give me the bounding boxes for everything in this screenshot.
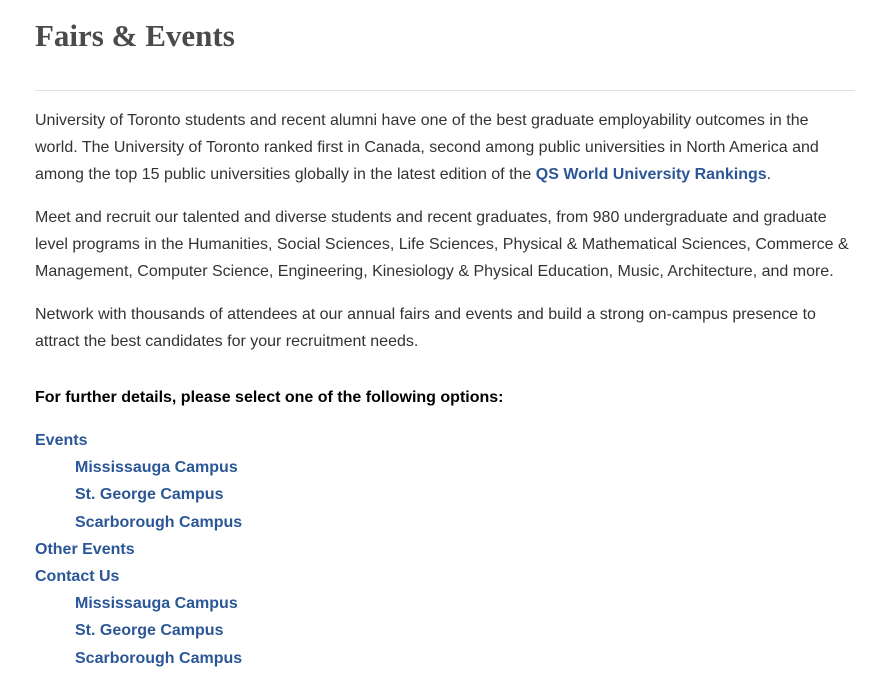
events-campus-item [75,454,855,481]
other-events-link[interactable]: Other Events [35,540,135,558]
options-list [35,427,855,672]
events-campus-item [75,509,855,536]
events-campus-item [75,481,855,508]
events-mississauga-link[interactable]: Mississauga Campus [75,459,238,477]
events-scarborough-link[interactable]: Scarborough Campus [75,513,243,531]
contact-campus-item [75,590,855,617]
options-item-other-events [35,536,855,563]
intro-paragraph-1-text: University of Toronto students and recent alumni have one of the best graduate employability outcomes in the world. The University of Toronto ranked first in Canada, second among public universities in North America and among the top 15 public universities globally in the latest edition of the [35,112,819,183]
intro-paragraph-1 [35,107,855,188]
contact-campus-item [75,645,855,672]
intro-paragraph-1-end: . [766,166,772,183]
events-campus-list [35,454,855,536]
contact-scarborough-link[interactable]: Scarborough Campus [75,649,243,667]
intro-paragraph-2: Meet and recruit our talented and diverse students and recent graduates, from 980 undergraduate and graduate level programs in the Humanities, Social Sciences, Life Sciences, Physical & Mathematical Sciences, Commerce & Management, Computer Science, Engineering, Kinesiology & Physical Education, Music, Architecture, and more. [35,209,849,280]
options-item-events [35,427,855,536]
main-content [35,0,855,672]
events-link[interactable]: Events [35,432,88,449]
contact-us-link[interactable]: Contact Us [35,568,120,586]
intro-paragraph-3: Network with thousands of attendees at our annual fairs and events and build a strong on-campus presence to attract the best candidates for your recruitment needs. [35,306,816,350]
contact-st-george-link[interactable]: St. George Campus [75,622,224,640]
options-item-contact-us [35,563,855,672]
contact-campus-list [35,590,855,672]
qs-rankings-link[interactable]: QS World University Rankings [535,166,767,183]
contact-mississauga-link[interactable]: Mississauga Campus [75,595,238,613]
events-st-george-link[interactable]: St. George Campus [75,486,224,504]
contact-campus-item [75,617,855,644]
page-title: Fairs & Events [35,0,855,91]
options-prompt: For further details, please select one of the following options: [35,389,504,406]
